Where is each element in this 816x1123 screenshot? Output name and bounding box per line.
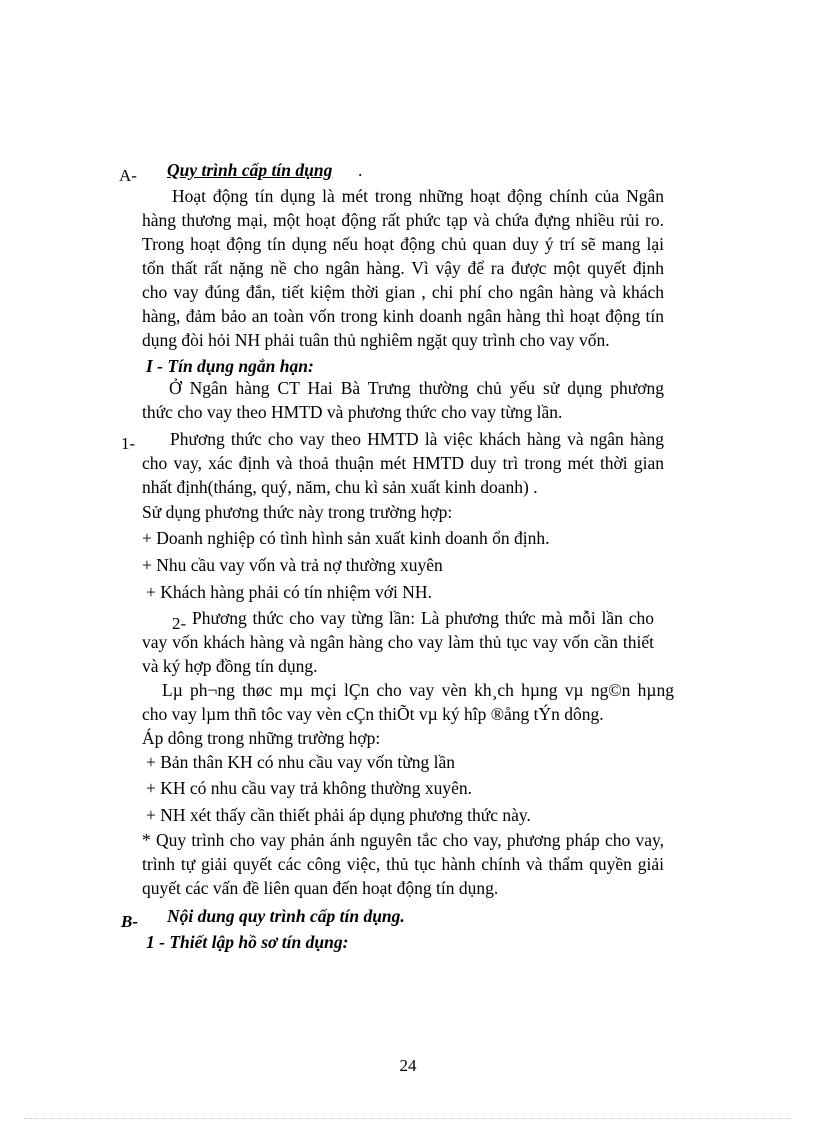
- text-line: cho vay, xác định và thoả thuận mét HMTD duy trì trong mét thời gian: [142, 453, 664, 473]
- text-line: Hoạt động tín dụng là mét trong những hoạt động chính của Ngân: [172, 186, 664, 206]
- page-bottom-divider: [24, 1118, 792, 1119]
- text-line: Phương thức cho vay từng lần: Là phương thức mà mỗi lần cho: [192, 608, 654, 628]
- item-1-bullet: + Nhu cầu vay vốn và trả nợ thường xuyên: [142, 555, 443, 575]
- page-number: 24: [399, 1056, 417, 1075]
- item-1-paragraph: [142, 427, 664, 499]
- text-line: tổn thất rất nặng nề cho ngân hàng. Vì vậy để ra được một quyết định: [142, 258, 664, 278]
- item-1-bullet: + Khách hàng phải có tín nhiệm với NH.: [146, 582, 432, 602]
- section-b-subheading: 1 - Thiết lập hồ sơ tín dụng:: [146, 932, 349, 952]
- text-line: quyết các vấn đề liên quan đến hoạt động tín dụng.: [142, 878, 499, 898]
- section-a-heading-period: .: [358, 160, 363, 180]
- item-2-note: [142, 828, 664, 900]
- text-line: Ở Ngân hàng CT Hai Bà Trưng thường chủ yếu sử dụng phương: [169, 378, 664, 398]
- item-1-marker: 1-: [121, 434, 136, 453]
- text-line: vay vốn khách hàng và ngân hàng cho vay làm thủ tục vay vốn cần thiết: [142, 632, 654, 652]
- section-b-marker: B-: [121, 912, 138, 931]
- text-line: dụng đòi hỏi NH phải tuân thủ nghiêm ngặt quy trình cho vay vốn.: [142, 330, 610, 350]
- item-2-garbled-paragraph: [142, 678, 674, 726]
- item-1-usage-intro: Sử dụng phương thức này trong trường hợp:: [142, 502, 453, 522]
- item-2-marker: 2-: [172, 614, 187, 633]
- item-2-paragraph: [142, 606, 654, 678]
- text-line: * Quy trình cho vay phản ánh nguyên tắc cho vay, phương pháp cho vay,: [142, 830, 664, 850]
- text-line: Phương thức cho vay theo HMTD là việc khách hàng và ngân hàng: [170, 429, 664, 449]
- section-a-marker: A-: [119, 166, 137, 185]
- item-2-bullet: + Bản thân KH có nhu cầu vay vốn từng lần: [146, 752, 456, 772]
- text-line: Lµ ph¬ng thøc mµ mçi lÇn cho vay vèn kh¸ch hµng vµ ng©n hµng: [162, 680, 674, 700]
- item-2-bullet: + KH có nhu cầu vay trả không thường xuyên.: [146, 778, 473, 798]
- item-1-bullet: + Doanh nghiệp có tình hình sản xuất kinh doanh ổn định.: [142, 528, 550, 548]
- section-a-paragraph: [142, 184, 664, 352]
- item-2-bullet: + NH xét thấy cần thiết phải áp dụng phương thức này.: [146, 805, 531, 825]
- text-line: thức cho vay theo HMTD và phương thức cho vay từng lần.: [142, 402, 563, 422]
- text-line: cho vay lµm thñ tôc vay vèn cÇn thiÕt vµ ký hîp ®ång tÝn dông.: [142, 704, 604, 724]
- section-i-heading: I - Tín dụng ngắn hạn:: [146, 356, 314, 376]
- section-b-heading: Nội dung quy trình cấp tín dụng.: [167, 906, 405, 926]
- text-line: và ký hợp đồng tín dụng.: [142, 656, 318, 676]
- text-line: nhất định(tháng, quý, năm, chu kì sản xuất kinh doanh) .: [142, 477, 538, 497]
- section-a-heading: Quy trình cấp tín dụng: [167, 160, 333, 180]
- section-i-paragraph: [142, 376, 664, 424]
- text-line: cho vay đúng đắn, tiết kiệm thời gian , chi phí cho ngân hàng và khách: [142, 282, 664, 302]
- text-line: hàng, đảm bảo an toàn vốn trong kinh doanh ngân hàng thì hoạt động tín: [142, 306, 664, 326]
- text-line: Trong hoạt động tín dụng nếu hoạt động chủ quan duy ý trí sẽ mang lại: [142, 234, 664, 254]
- text-line: hàng thương mại, một hoạt động rất phức tạp và chứa đựng nhiều rủi ro.: [142, 210, 664, 230]
- item-2-usage-intro: Áp dông trong những trường hợp:: [142, 728, 381, 748]
- text-line: trình tự giải quyết các công việc, thủ tục hành chính và thẩm quyền giải: [142, 854, 664, 874]
